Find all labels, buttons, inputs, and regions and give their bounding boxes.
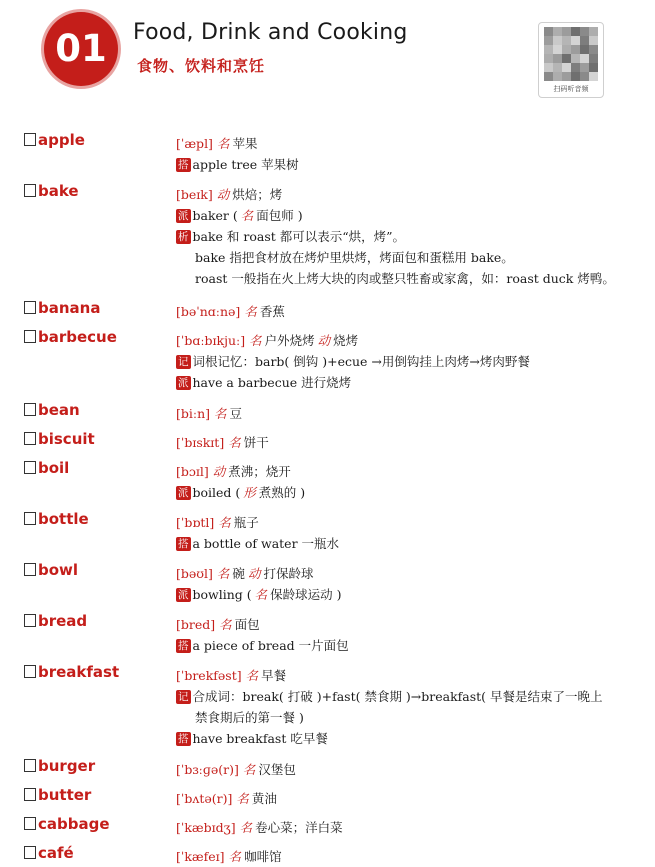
part-of-speech: 名 xyxy=(245,668,259,683)
definition-line xyxy=(176,759,635,780)
definition-line xyxy=(176,351,635,372)
checkbox[interactable] xyxy=(24,788,36,801)
checkbox[interactable] xyxy=(24,461,36,474)
part-of-speech: 名 xyxy=(240,208,254,223)
part-of-speech: 动 xyxy=(317,333,331,348)
vocab-word xyxy=(24,510,89,528)
phonetic: [beɪk] xyxy=(176,187,213,202)
phonetic: [ˈkæfeɪ] xyxy=(176,849,225,864)
phonetic: [biːn] xyxy=(176,406,211,421)
definition-line xyxy=(176,301,635,322)
definition-text: boiled ( xyxy=(192,485,241,500)
vocab-word xyxy=(24,844,74,862)
vocab-word-text: barbecue xyxy=(38,328,117,346)
vocab-definition xyxy=(176,432,635,453)
definition-line xyxy=(176,817,635,838)
part-of-speech: 动 xyxy=(216,187,230,202)
vocab-word-text: café xyxy=(38,844,74,862)
phonetic: [ˈbrekfəst] xyxy=(176,668,242,683)
definition-text: 户外烧烤 xyxy=(264,333,315,348)
definition-text: 咖啡馆 xyxy=(244,849,282,864)
vocab-definition xyxy=(176,563,635,605)
definition-text: 煮熟的 ) xyxy=(258,485,306,500)
checkbox[interactable] xyxy=(24,301,36,314)
definition-text: bowling ( xyxy=(192,587,252,602)
definition-text: have breakfast 吃早餐 xyxy=(192,731,328,746)
vocab-word xyxy=(24,663,119,681)
definition-text: bake 和 roast 都可以表示“烘，烤”。 xyxy=(192,229,406,244)
definition-line xyxy=(176,686,635,707)
phonetic: [ˈbɪskɪt] xyxy=(176,435,225,450)
part-of-speech: 名 xyxy=(236,791,249,806)
checkbox[interactable] xyxy=(24,759,36,772)
definition-text: 黄油 xyxy=(251,791,277,806)
definition-line xyxy=(176,226,635,247)
vocab-word-text: bread xyxy=(38,612,88,630)
part-of-speech: 名 xyxy=(219,617,232,632)
phonetic: [ˈbʌtə(r)] xyxy=(176,791,233,806)
definition-text: 词根记忆：barb( 倒钩 )+ecue →用倒钩挂上肉烤→烤肉野餐 xyxy=(192,354,530,369)
definition-text: 打保龄球 xyxy=(263,566,314,581)
vocab-definition xyxy=(176,330,635,393)
phonetic: [bəʊl] xyxy=(176,566,213,581)
definition-text: 禁食期后的第一餐 ) xyxy=(195,710,304,725)
label-tag: 派 xyxy=(178,210,189,222)
part-of-speech: 名 xyxy=(242,762,256,777)
definition-line xyxy=(176,154,635,175)
definition-text: 合成词：break( 打破 )+fast( 禁食期 )→breakfast( 早餐是结束了一晚上 xyxy=(192,689,603,704)
label-tag: 派 xyxy=(178,487,189,499)
vocab-definition xyxy=(176,461,635,503)
part-of-speech: 动 xyxy=(212,464,226,479)
label-tag: 析 xyxy=(178,231,189,243)
vocab-definition xyxy=(176,846,635,867)
phonetic: [ˈæpl] xyxy=(176,136,213,151)
vocab-word xyxy=(24,815,110,833)
definition-text: 汉堡包 xyxy=(258,762,296,777)
vocab-word-text: cabbage xyxy=(38,815,110,833)
definition-line xyxy=(176,205,635,226)
vocab-word xyxy=(24,401,80,419)
vocab-word xyxy=(24,786,91,804)
definition-line xyxy=(176,614,635,635)
part-of-speech: 动 xyxy=(247,566,261,581)
definition-text: 烘焙；烤 xyxy=(232,187,283,202)
vocab-word-text: banana xyxy=(38,299,101,317)
label-tag: 搭 xyxy=(178,159,189,171)
definition-line xyxy=(176,846,635,867)
part-of-speech: 名 xyxy=(244,304,257,319)
label-tag: 搭 xyxy=(178,538,189,550)
label-tag: 派 xyxy=(178,377,189,389)
part-of-speech: 名 xyxy=(216,136,230,151)
definition-line xyxy=(176,184,635,205)
checkbox[interactable] xyxy=(24,133,36,146)
definition-text: 饼干 xyxy=(243,435,269,450)
definition-text: have a barbecue 进行烧烤 xyxy=(192,375,352,390)
definition-line xyxy=(176,330,635,351)
definition-line xyxy=(176,268,635,289)
vocab-definition xyxy=(176,614,635,656)
vocab-word xyxy=(24,131,85,149)
part-of-speech: 名 xyxy=(228,849,242,864)
definition-text: 卷心菜；洋白菜 xyxy=(255,820,343,835)
vocab-word-text: bowl xyxy=(38,561,79,579)
definition-line xyxy=(176,533,635,554)
definition-line xyxy=(176,788,635,809)
checkbox[interactable] xyxy=(24,330,36,343)
qr-code-card[interactable] xyxy=(538,22,604,98)
checkbox[interactable] xyxy=(24,512,36,525)
vocab-definition xyxy=(176,788,635,809)
vocab-definition xyxy=(176,759,635,780)
page-title: Food, Drink and Cooking xyxy=(133,20,408,45)
checkbox[interactable] xyxy=(24,432,36,445)
definition-line xyxy=(176,584,635,605)
part-of-speech: 名 xyxy=(216,566,230,581)
label-tag: 派 xyxy=(178,589,189,601)
definition-text: roast 一般指在火上烤大块的肉或整只牲畜或家禽，如：roast duck 烤鸭。 xyxy=(195,271,615,286)
definition-text: 烧烤 xyxy=(333,333,359,348)
vocab-word-text: bean xyxy=(38,401,80,419)
qr-code-icon xyxy=(544,27,598,81)
definition-line xyxy=(176,665,635,686)
phonetic: [ˈbɑːbɪkjuː] xyxy=(176,333,246,348)
vocab-word-text: breakfast xyxy=(38,663,120,681)
vocab-word xyxy=(24,561,78,579)
vocab-definition xyxy=(176,512,635,554)
definition-text: 煮沸；烧开 xyxy=(228,464,291,479)
vocab-word xyxy=(24,612,87,630)
definition-text: bake 指把食材放在烤炉里烘烤，烤面包和蛋糕用 bake。 xyxy=(195,250,514,265)
definition-line xyxy=(176,247,635,268)
definition-text: a piece of bread 一片面包 xyxy=(192,638,349,653)
part-of-speech: 名 xyxy=(228,435,241,450)
checkbox[interactable] xyxy=(24,184,36,197)
definition-text: a bottle of water 一瓶水 xyxy=(192,536,340,551)
vocab-word xyxy=(24,430,95,448)
definition-text: 苹果 xyxy=(232,136,258,151)
checkbox[interactable] xyxy=(24,614,36,627)
definition-line xyxy=(176,461,635,482)
phonetic: [bɔɪl] xyxy=(176,464,209,479)
checkbox[interactable] xyxy=(24,403,36,416)
definition-line xyxy=(176,482,635,503)
phonetic: [ˈkæbɪdʒ] xyxy=(176,820,236,835)
vocab-definition xyxy=(176,817,635,838)
vocab-word xyxy=(24,182,79,200)
definition-text: 豆 xyxy=(229,406,243,421)
part-of-speech: 形 xyxy=(243,485,256,500)
definition-text: 早餐 xyxy=(261,668,287,683)
vocab-definition xyxy=(176,301,635,322)
label-tag: 记 xyxy=(178,691,189,703)
definition-line xyxy=(176,133,635,154)
vocab-word-text: boil xyxy=(38,459,70,477)
vocab-definition xyxy=(176,184,635,289)
qr-code-label: 扫码听音频 xyxy=(553,85,589,93)
definition-line xyxy=(176,563,635,584)
checkbox[interactable] xyxy=(24,665,36,678)
definition-text: 面包 xyxy=(234,617,260,632)
vocab-word-text: bake xyxy=(38,182,79,200)
vocab-word-text: apple xyxy=(38,131,85,149)
vocab-definition xyxy=(176,133,635,175)
vocab-word-text: burger xyxy=(38,757,96,775)
checkbox[interactable] xyxy=(24,846,36,859)
phonetic: [bred] xyxy=(176,617,216,632)
part-of-speech: 名 xyxy=(218,515,231,530)
vocab-word xyxy=(24,459,69,477)
definition-line xyxy=(176,372,635,393)
phonetic: [bəˈnɑːnə] xyxy=(176,304,241,319)
vocab-definition xyxy=(176,665,635,749)
phonetic: [ˈbɒtl] xyxy=(176,515,215,530)
definition-line xyxy=(176,707,635,728)
vocab-word-text: butter xyxy=(38,786,92,804)
vocab-word xyxy=(24,757,95,775)
definition-text: baker ( xyxy=(192,208,238,223)
label-tag: 记 xyxy=(178,356,189,368)
definition-text: 碗 xyxy=(232,566,245,581)
definition-line xyxy=(176,403,635,424)
vocab-word xyxy=(24,328,117,346)
part-of-speech: 名 xyxy=(214,406,227,421)
chapter-badge xyxy=(44,12,118,86)
definition-line xyxy=(176,512,635,533)
definition-line xyxy=(176,635,635,656)
part-of-speech: 名 xyxy=(254,587,268,602)
vocab-definition xyxy=(176,403,635,424)
vocab-word xyxy=(24,299,100,317)
definition-text: 香蕉 xyxy=(259,304,285,319)
definition-text: 保龄球运动 ) xyxy=(270,587,342,602)
part-of-speech: 名 xyxy=(239,820,253,835)
vocab-word-text: biscuit xyxy=(38,430,95,448)
definition-text: 瓶子 xyxy=(233,515,259,530)
label-tag: 搭 xyxy=(178,640,189,652)
label-tag: 搭 xyxy=(178,733,189,745)
part-of-speech: 名 xyxy=(249,333,262,348)
checkbox[interactable] xyxy=(24,817,36,830)
definition-line xyxy=(176,432,635,453)
chapter-number: 01 xyxy=(55,27,107,70)
phonetic: [ˈbɜːɡə(r)] xyxy=(176,762,239,777)
vocab-word-text: bottle xyxy=(38,510,89,528)
definition-line xyxy=(176,728,635,749)
checkbox[interactable] xyxy=(24,563,36,576)
definition-text: 面包师 ) xyxy=(256,208,303,223)
page-subtitle: 食物、饮料和烹饪 xyxy=(137,57,266,75)
definition-text: apple tree 苹果树 xyxy=(192,157,299,172)
